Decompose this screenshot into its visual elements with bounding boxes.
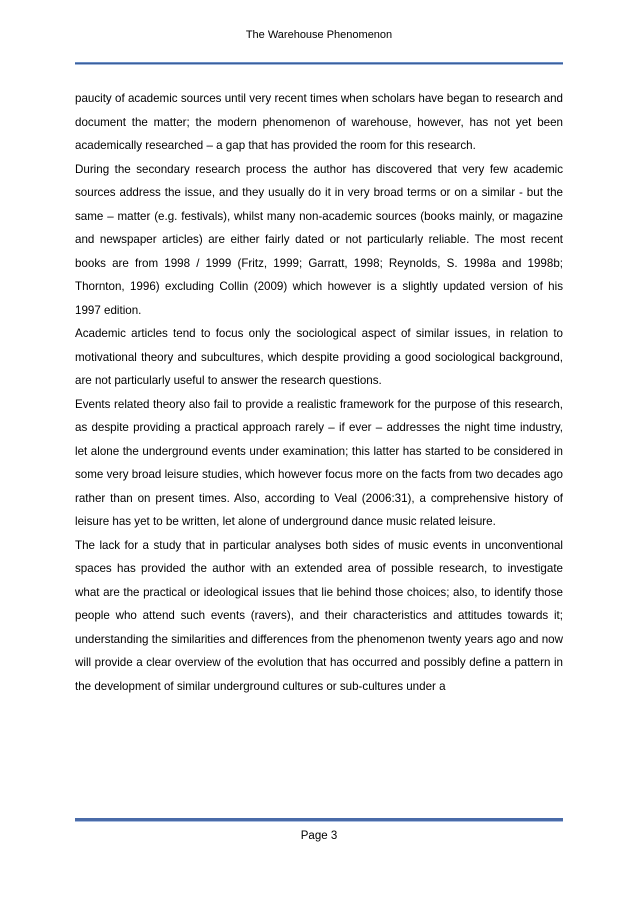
body-text	[75, 87, 563, 698]
paragraph: Academic articles tend to focus only the sociological aspect of similar issues, in relation to motivational theory and subcultures, which despite providing a good sociological background, are not particularly useful to answer the research questions.	[75, 327, 563, 387]
footer-divider	[75, 818, 563, 822]
paragraph: Events related theory also fail to provide a realistic framework for the purpose of this research, as despite providing a practical approach rarely – if ever – addresses the night time industry, let alone the underground events under examination; this latter has started to be considered in some very broad leisure studies, which however focus more on the facts from two decades ago rather than on present times. Also, according to Veal (2006:31), a comprehensive history of leisure has yet to be written, let alone of underground dance music related leisure.	[75, 397, 563, 528]
page-header: The Warehouse Phenomenon	[245, 29, 393, 41]
paragraph: The lack for a study that in particular analyses both sides of music events in unconventional spaces has provided the author with an extended area of possible research, to investigate what are the practical or ideological issues that lie behind those choices; also, to identify those people who attend such events (ravers), and their characteristics and attitudes towards it; understanding the similarities and differences from the phenomenon twenty years ago and now will provide a clear overview of the evolution that has occurred and possibly define a pattern in the development of similar underground cultures or sub-cultures under a	[75, 538, 563, 693]
page-number: Page 3	[300, 830, 338, 842]
paragraph: During the secondary research process the author has discovered that very few academic sources address the issue, and they usually do it in very broad terms or on a similar - but the same – matter (e.g. festivals), whilst many non-academic sources (books mainly, or magazine and newspaper articles) are either fairly dated or not particularly reliable. The most recent books are from 1998 / 1999 (Fritz, 1999; Garratt, 1998; Reynolds, S. 1998a and 1998b; Thornton, 1996) excluding Collin (2009) which however is a slightly updated version of his 1997 edition.	[75, 162, 563, 317]
header-divider	[75, 62, 563, 64]
paragraph: paucity of academic sources until very recent times when scholars have began to research and document the matter; the modern phenomenon of warehouse, however, has not yet been academically researched – a gap that has provided the room for this research.	[75, 92, 563, 152]
